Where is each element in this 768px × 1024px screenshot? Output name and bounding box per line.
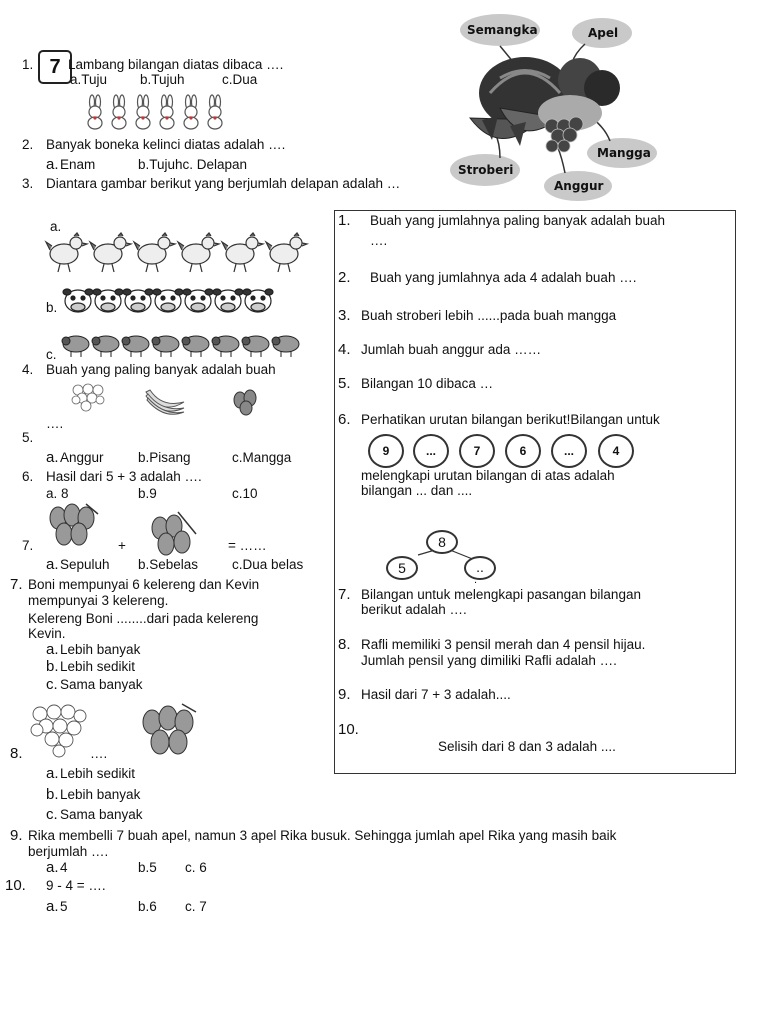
rq6-number: 6. [338, 411, 351, 428]
q10-option-a: 5 [60, 899, 68, 914]
rq6-line2: melengkapi urutan bilangan di atas adalah [361, 468, 615, 483]
rq8-line2: Jumlah pensil yang dimiliki Rafli adalah …. [361, 653, 617, 668]
rq7-line2: berikut adalah …. [361, 602, 467, 617]
q10-number: 10. [5, 877, 26, 894]
q6-number: 6. [22, 469, 34, 484]
q8-b-letter: b. [46, 786, 59, 803]
q9-option-c: c. 6 [185, 860, 207, 875]
q7b-option-a: Lebih banyak [60, 642, 141, 657]
q9-option-a: 4 [60, 860, 68, 875]
q4-option-c: c.Mangga [232, 450, 292, 465]
q3-number: 3. [22, 176, 34, 191]
q4-dots: …. [46, 416, 64, 431]
q7a-option-c: c.Dua belas [232, 557, 304, 572]
sequence-circle-4: 6 [505, 434, 541, 468]
q7b-option-c: Sama banyak [60, 677, 143, 692]
grapes-outline-image [68, 380, 108, 416]
q6-option-b: b.9 [138, 486, 157, 501]
mango-bunch-left-image [46, 500, 100, 548]
bond-dot: . [474, 574, 478, 586]
q10-option-a-letter: a. [46, 898, 59, 915]
rq7-number: 7. [338, 586, 351, 603]
label-anggur: Anggur [554, 179, 604, 193]
q1-option-c: c.Dua [222, 72, 258, 87]
mangoes-small-image [230, 386, 262, 416]
rq1-line1: Buah yang jumlahnya paling banyak adalah buah [370, 213, 665, 228]
rq7-line1: Bilangan untuk melengkapi pasangan bilangan [361, 587, 641, 602]
bond-circle-top: 8 [426, 530, 458, 554]
rq2-text: Buah yang jumlahnya ada 4 adalah buah …. [370, 270, 637, 285]
sequence-circle-5: ... [551, 434, 587, 468]
q7a-option-a: Sepuluh [60, 557, 110, 572]
q7a-equals: = …… [228, 538, 267, 553]
q8-option-a: Lebih sedikit [60, 766, 136, 781]
bond-circle-right: .. [464, 556, 496, 580]
q7b-line1: Boni mempunyai 6 kelereng dan Kevin [28, 577, 260, 592]
rabbit-dolls-image [82, 94, 226, 130]
q7b-line2: mempunyai 3 kelereng. [28, 593, 169, 608]
rq6-line1: Perhatikan urutan bilangan berikut!Bilangan untuk [361, 412, 660, 427]
rq8-line1: Rafli memiliki 3 pensil merah dan 4 pensil hijau. [361, 637, 646, 652]
q4-number: 4. [22, 362, 34, 377]
rq10-text: Selisih dari 8 dan 3 adalah .... [438, 739, 616, 754]
q8-dots: …. [90, 746, 108, 761]
q3-option-b: b. [46, 300, 58, 315]
q9-option-a-letter: a. [46, 859, 59, 876]
q6-text: Hasil dari 5 + 3 adalah …. [46, 469, 202, 484]
q9-option-b: b.5 [138, 860, 157, 875]
rq10-number: 10. [338, 721, 359, 738]
q7a-number: 7. [22, 538, 34, 553]
mango-bunch-right-image [148, 510, 200, 556]
rq4-number: 4. [338, 341, 351, 358]
q1-number: 1. [22, 57, 34, 72]
q7a-option-a-letter: a. [46, 556, 59, 573]
q6-option-c: c.10 [232, 486, 258, 501]
q8-option-b: Lebih banyak [60, 787, 141, 802]
rq3-number: 3. [338, 307, 351, 324]
label-stroberi: Stroberi [458, 163, 514, 177]
label-apel: Apel [588, 26, 619, 40]
q3-option-c: c. [46, 347, 57, 362]
bond-circle-left: 5 [386, 556, 418, 580]
rq9-text: Hasil dari 7 + 3 adalah.... [361, 687, 511, 702]
rq8-number: 8. [338, 636, 351, 653]
q2-text: Banyak boneka kelinci diatas adalah …. [46, 137, 286, 152]
q4-option-b: b.Pisang [138, 450, 191, 465]
sequence-circle-1: 9 [368, 434, 404, 468]
q7b-number: 7. [10, 576, 23, 593]
sequence-circle-2: ... [413, 434, 449, 468]
sequence-circle-3: 7 [459, 434, 495, 468]
q9-number: 9. [10, 827, 23, 844]
q8-a-letter: a. [46, 765, 59, 782]
q10-option-c: c. 7 [185, 899, 207, 914]
q9-line1: Rika membelli 7 buah apel, namun 3 apel Rika busuk. Sehingga jumlah apel Rika yang masih baik [28, 828, 617, 843]
q1-option-b: b.Tujuh [140, 72, 185, 87]
label-semangka: Semangka [467, 23, 538, 37]
rq2-number: 2. [338, 269, 351, 286]
q7b-a-letter: a. [46, 641, 59, 658]
rq5-text: Bilangan 10 dibaca … [361, 376, 494, 391]
q4-option-a: Anggur [60, 450, 104, 465]
rq6-line3: bilangan ... dan .... [361, 483, 473, 498]
grapes-large-outline-image [28, 700, 90, 758]
chickens-image [46, 232, 308, 274]
bananas-image [142, 386, 186, 416]
q3-option-a: a. [50, 219, 62, 234]
q10-option-b: b.6 [138, 899, 157, 914]
rq9-number: 9. [338, 686, 351, 703]
digit-seven-box: 7 [38, 50, 72, 84]
cows-image [63, 285, 275, 315]
q8-option-c: Sama banyak [60, 807, 143, 822]
rq4-text: Jumlah buah anggur ada …… [361, 342, 542, 357]
rq3-text: Buah stroberi lebih ......pada buah mangga [361, 308, 617, 323]
sheep-image [62, 333, 300, 359]
q10-text: 9 - 4 = …. [46, 878, 106, 893]
q1-text: Lambang bilangan diatas dibaca …. [68, 57, 284, 72]
q2-option-a-letter: a. [46, 156, 59, 173]
rq1-number: 1. [338, 212, 351, 229]
q3-text: Diantara gambar berikut yang berjumlah delapan adalah … [46, 176, 401, 191]
q5-number: 5. [22, 430, 34, 445]
mango-bunch-q8-image [138, 700, 198, 758]
q9-line2: berjumlah …. [28, 844, 109, 859]
q8-c-letter: c. [46, 806, 58, 823]
sequence-circle-6: 4 [598, 434, 634, 468]
q2-number: 2. [22, 137, 34, 152]
q8-number: 8. [10, 745, 23, 762]
q4-text: Buah yang paling banyak adalah buah [46, 362, 276, 377]
q7b-line3: Kelereng Boni ........dari pada kelereng [28, 611, 259, 626]
rq5-number: 5. [338, 375, 351, 392]
q7a-plus: + [118, 538, 126, 553]
q4-option-a-letter: a. [46, 449, 59, 466]
q7b-line4: Kevin. [28, 626, 66, 641]
q7b-c-letter: c. [46, 676, 58, 693]
q7a-option-b: b.Sebelas [138, 557, 199, 572]
q7b-b-letter: b. [46, 658, 59, 675]
q6-option-a: a. 8 [46, 486, 69, 501]
rq1-line2: …. [370, 233, 388, 248]
q2-option-bc: b.Tujuhc. Delapan [138, 157, 248, 172]
q2-option-a: Enam [60, 157, 96, 172]
q7b-option-b: Lebih sedikit [60, 659, 136, 674]
q1-option-a: a.Tuju [70, 72, 108, 87]
label-mangga: Mangga [597, 146, 651, 160]
